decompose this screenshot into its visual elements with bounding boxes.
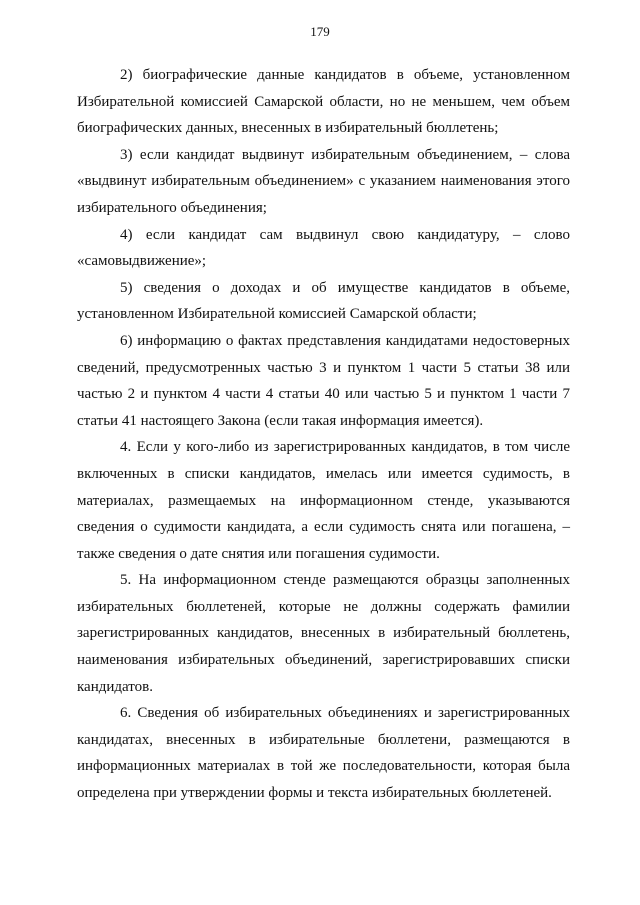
paragraph-item-3: 3) если кандидат выдвинут избирательным объединением, – слова «выдвинут избирательным объединением» с указанием наименования этого избирательного объединения; xyxy=(77,146,570,216)
paragraph-part-4: 4. Если у кого-либо из зарегистрированных кандидатов, в том числе включенных в списки кандидатов, имелась или имеется судимость, в материалах, размещаемых на информационном стенде, указываются сведения о судимости кандидата, а если судимость снята или погашена, – также сведения о дате снятия или погашения судимости. xyxy=(77,439,570,562)
page-number: 179 xyxy=(310,24,330,39)
paragraph-item-4: 4) если кандидат сам выдвинул свою кандидатуру, – слово «самовыдвижение»; xyxy=(77,226,570,270)
paragraph-item-6: 6) информацию о фактах представления кандидатами недостоверных сведений, предусмотренных частью 3 и пунктом 1 части 5 статьи 38 или частью 2 и пунктом 4 части 4 статьи 40 или частью 5 и пунктом 1 части 7 статьи 41 настоящего Закона (если такая информация имеется). xyxy=(77,332,570,429)
paragraph-item-2: 2) биографические данные кандидатов в объеме, установленном Избирательной комиссией Самарской области, но не меньшем, чем объем биографических данных, внесенных в избирательный бюллетень; xyxy=(77,67,570,137)
paragraph-part-5: 5. На информационном стенде размещаются образцы заполненных избирательных бюллетеней, которые не должны содержать фамилии зарегистрированных кандидатов, внесенных в избирательный бюллетень, наименования избирательных объединений, зарегистрировавших списки кандидатов. xyxy=(77,572,570,695)
paragraph-item-5: 5) сведения о доходах и об имуществе кандидатов в объеме, установленном Избирательной комиссией Самарской области; xyxy=(77,279,570,323)
paragraph-part-6: 6. Сведения об избирательных объединениях и зарегистрированных кандидатах, внесенных в избирательные бюллетени, размещаются в информационных материалах в той же последовательности, которая была определена при утверждении формы и текста избирательных бюллетеней. xyxy=(77,705,570,802)
document-body xyxy=(77,62,570,807)
